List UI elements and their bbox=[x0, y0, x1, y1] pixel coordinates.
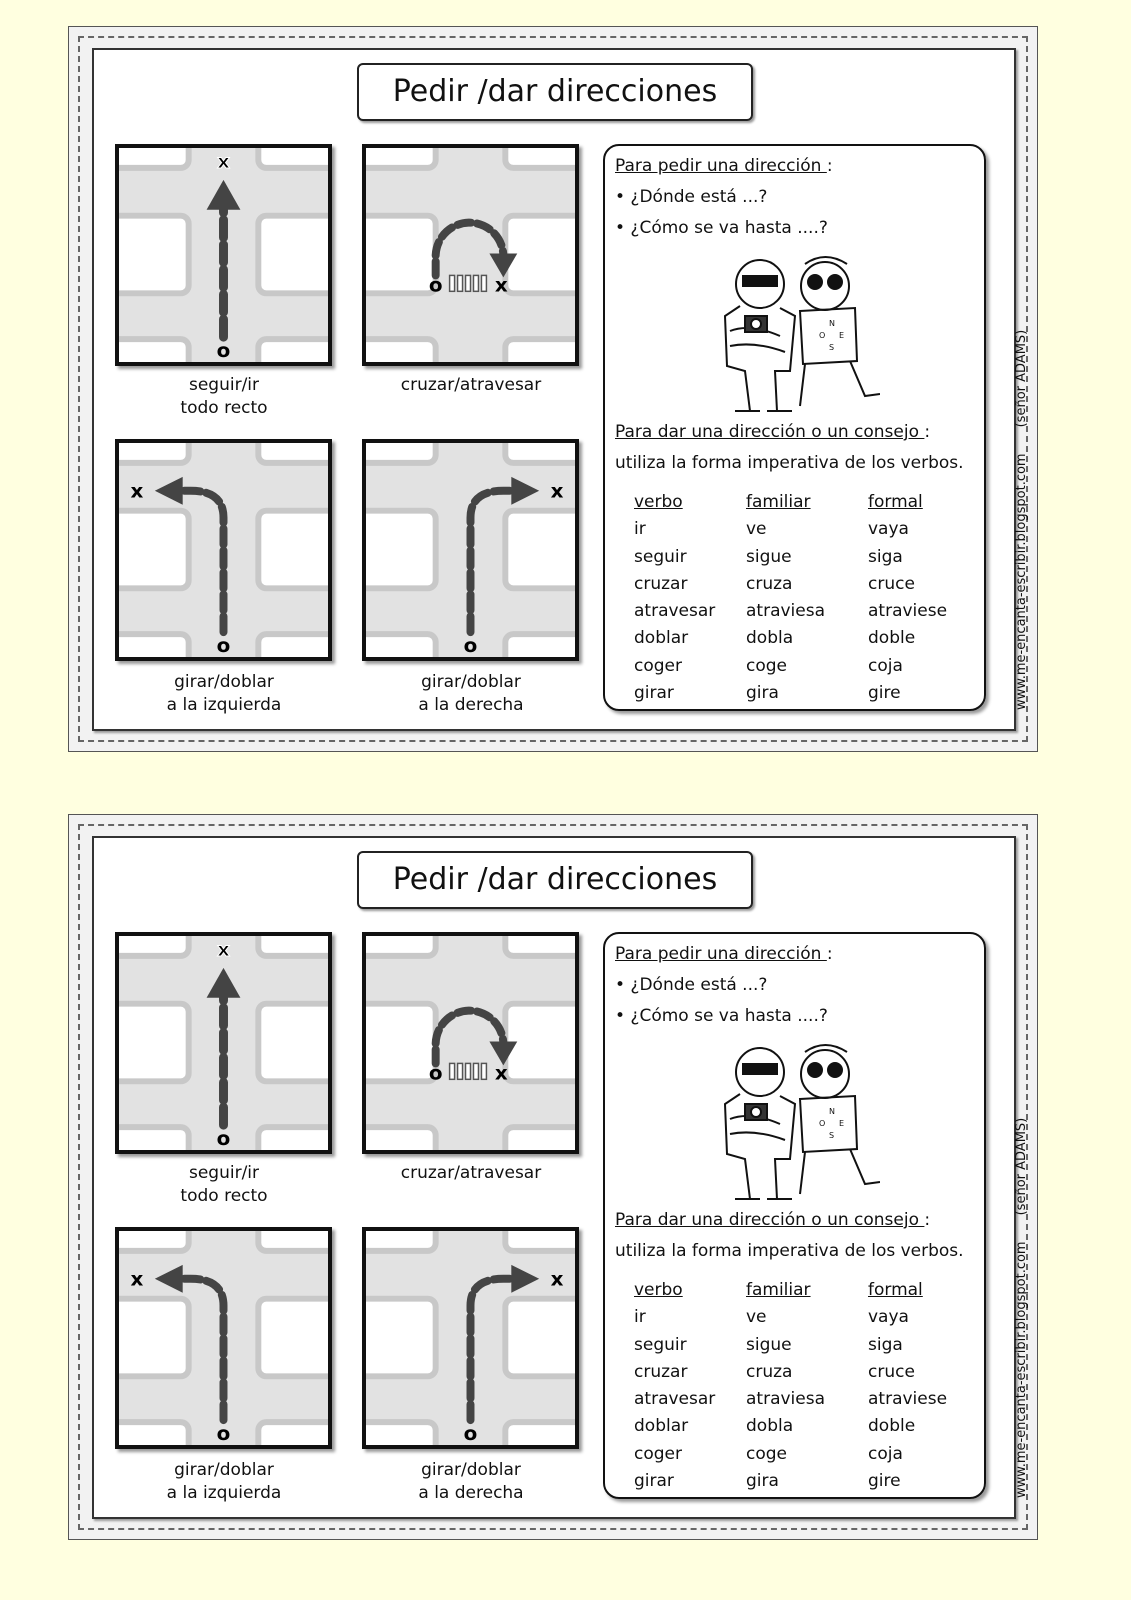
author: (señor ADAMS) bbox=[1014, 329, 1029, 428]
ask-heading-text: Para pedir una dirección bbox=[615, 944, 827, 964]
verb-cell: cruza bbox=[746, 573, 793, 594]
verb-cell: seguir bbox=[634, 1334, 687, 1355]
caption-line: a la izquierda bbox=[166, 1483, 282, 1503]
caption-line: a la derecha bbox=[418, 1483, 524, 1503]
verb-cell: coja bbox=[868, 655, 903, 676]
map-left bbox=[115, 1227, 332, 1449]
end-mark: x bbox=[550, 1267, 564, 1291]
verb-cell: doble bbox=[868, 628, 916, 649]
verb-cell: girar bbox=[634, 683, 674, 704]
caption-line: girar/doblar bbox=[174, 1460, 274, 1480]
end-mark: x bbox=[130, 1267, 144, 1291]
start-mark: o bbox=[216, 339, 231, 362]
verb-cell: dobla bbox=[746, 628, 794, 649]
ask-phrase: • ¿Dónde está ...? bbox=[615, 975, 768, 995]
start-mark: o bbox=[216, 1422, 231, 1445]
ask-phrase: • ¿Cómo se va hasta ....? bbox=[615, 218, 828, 238]
caption-left bbox=[104, 671, 344, 717]
caption-line: cruzar/atravesar bbox=[400, 1163, 542, 1183]
formal-column bbox=[868, 1277, 988, 1495]
map-straight bbox=[115, 144, 332, 366]
start-mark: o bbox=[216, 634, 231, 657]
verb-cell: vaya bbox=[868, 1307, 909, 1328]
verb-cell: cruzar bbox=[634, 1361, 688, 1382]
start-mark: o bbox=[428, 1061, 443, 1085]
caption-right bbox=[351, 671, 591, 717]
map-cross bbox=[362, 144, 579, 366]
map-left bbox=[115, 439, 332, 661]
start-mark: o bbox=[463, 1422, 478, 1445]
caption-line: girar/doblar bbox=[421, 672, 521, 692]
colon: : bbox=[924, 1210, 931, 1230]
ask-phrase: • ¿Dónde está ...? bbox=[615, 187, 768, 207]
verb-cell: ir bbox=[634, 519, 646, 540]
end-mark: x bbox=[550, 479, 564, 503]
column-header: verbo bbox=[634, 1280, 683, 1300]
verb-cell: gire bbox=[868, 1471, 901, 1492]
verb-cell: seguir bbox=[634, 546, 687, 567]
compass-o: O bbox=[819, 331, 826, 340]
verb-cell: atraviesa bbox=[746, 1389, 826, 1410]
blog-url: www.me-encanta-escribir.blogspot.com bbox=[1014, 1241, 1029, 1498]
column-header: formal bbox=[868, 1280, 923, 1300]
column-header: familiar bbox=[746, 492, 811, 512]
side-credit bbox=[1014, 304, 1029, 710]
verb-cell: sigue bbox=[746, 546, 792, 567]
compass-s: S bbox=[829, 1131, 835, 1140]
end-mark: x bbox=[494, 273, 508, 297]
caption-cross bbox=[351, 1162, 591, 1185]
verb-cell: coger bbox=[634, 1443, 682, 1464]
caption-left bbox=[104, 1459, 344, 1505]
tourists-illustration bbox=[705, 1034, 880, 1209]
end-mark: x bbox=[217, 937, 230, 961]
compass-o: O bbox=[819, 1119, 826, 1128]
verb-cell: atravesar bbox=[634, 1389, 716, 1410]
verb-cell: atravesar bbox=[634, 601, 716, 622]
card-inner bbox=[92, 48, 1029, 731]
end-mark: x bbox=[217, 149, 230, 173]
column-header: verbo bbox=[634, 492, 683, 512]
verb-cell: dobla bbox=[746, 1416, 794, 1437]
caption-line: seguir/ir bbox=[188, 1163, 260, 1183]
compass-e: E bbox=[839, 331, 845, 340]
verb-cell: coge bbox=[746, 655, 787, 676]
colon: : bbox=[826, 944, 833, 964]
end-mark: x bbox=[130, 479, 144, 503]
tourists-illustration bbox=[705, 246, 880, 421]
verb-cell: atraviese bbox=[868, 601, 948, 622]
familiar-column bbox=[746, 1277, 866, 1495]
start-mark: o bbox=[216, 1127, 231, 1150]
verb-cell: cruzar bbox=[634, 573, 688, 594]
verb-cell: doblar bbox=[634, 1416, 689, 1437]
caption-line: a la izquierda bbox=[166, 695, 282, 715]
compass-n: N bbox=[829, 319, 835, 328]
give-text: utiliza la forma imperativa de los verbos. bbox=[615, 453, 964, 473]
ask-phrase: • ¿Cómo se va hasta ....? bbox=[615, 1006, 828, 1026]
caption-right bbox=[351, 1459, 591, 1505]
ask-heading bbox=[615, 944, 833, 964]
verb-cell: ve bbox=[746, 519, 767, 540]
compass-s: S bbox=[829, 343, 835, 352]
caption-line: a la derecha bbox=[418, 695, 524, 715]
verb-cell: siga bbox=[868, 546, 903, 567]
author: (señor ADAMS) bbox=[1014, 1117, 1029, 1216]
verb-cell: doble bbox=[868, 1416, 916, 1437]
verb-cell: atraviesa bbox=[746, 601, 826, 622]
familiar-column bbox=[746, 489, 866, 707]
caption-line: girar/doblar bbox=[174, 672, 274, 692]
give-heading bbox=[615, 1210, 930, 1230]
start-mark: o bbox=[428, 273, 443, 297]
verb-cell: gira bbox=[746, 683, 779, 704]
caption-straight bbox=[104, 374, 344, 420]
give-heading-text: Para dar una dirección o un consejo bbox=[615, 1210, 925, 1230]
verb-cell: doblar bbox=[634, 628, 689, 649]
end-mark: x bbox=[494, 1061, 508, 1085]
column-header: familiar bbox=[746, 1280, 811, 1300]
ask-heading bbox=[615, 156, 833, 176]
ask-heading-text: Para pedir una dirección bbox=[615, 156, 827, 176]
card-inner bbox=[92, 836, 1029, 1519]
caption-line: seguir/ir bbox=[188, 375, 260, 395]
verb-cell: cruce bbox=[868, 573, 915, 594]
verb-cell: ve bbox=[746, 1307, 767, 1328]
colon: : bbox=[826, 156, 833, 176]
page-title: Pedir /dar direcciones bbox=[357, 63, 753, 121]
formal-column bbox=[868, 489, 988, 707]
verb-cell: cruce bbox=[868, 1361, 915, 1382]
verb-cell: coge bbox=[746, 1443, 787, 1464]
verb-column bbox=[634, 489, 754, 707]
verb-column bbox=[634, 1277, 754, 1495]
worksheet-card bbox=[68, 26, 1038, 752]
verb-cell: vaya bbox=[868, 519, 909, 540]
give-heading bbox=[615, 422, 930, 442]
caption-line: girar/doblar bbox=[421, 1460, 521, 1480]
caption-cross bbox=[351, 374, 591, 397]
verb-cell: gire bbox=[868, 683, 901, 704]
info-panel bbox=[603, 932, 986, 1499]
give-heading-text: Para dar una dirección o un consejo bbox=[615, 422, 925, 442]
colon: : bbox=[924, 422, 931, 442]
verb-cell: sigue bbox=[746, 1334, 792, 1355]
compass-e: E bbox=[839, 1119, 845, 1128]
compass-n: N bbox=[829, 1107, 835, 1116]
column-header: formal bbox=[868, 492, 923, 512]
verb-cell: girar bbox=[634, 1471, 674, 1492]
map-straight bbox=[115, 932, 332, 1154]
verb-cell: gira bbox=[746, 1471, 779, 1492]
verb-cell: ir bbox=[634, 1307, 646, 1328]
verb-cell: coger bbox=[634, 655, 682, 676]
page-title: Pedir /dar direcciones bbox=[357, 851, 753, 909]
caption-line: todo recto bbox=[180, 1186, 268, 1206]
start-mark: o bbox=[463, 634, 478, 657]
caption-line: cruzar/atravesar bbox=[400, 375, 542, 395]
side-credit bbox=[1014, 1092, 1029, 1498]
blog-url: www.me-encanta-escribir.blogspot.com bbox=[1014, 453, 1029, 710]
map-right bbox=[362, 1227, 579, 1449]
verb-cell: atraviese bbox=[868, 1389, 948, 1410]
map-right bbox=[362, 439, 579, 661]
map-cross bbox=[362, 932, 579, 1154]
info-panel bbox=[603, 144, 986, 711]
caption-line: todo recto bbox=[180, 398, 268, 418]
verb-cell: cruza bbox=[746, 1361, 793, 1382]
caption-straight bbox=[104, 1162, 344, 1208]
give-text: utiliza la forma imperativa de los verbos. bbox=[615, 1241, 964, 1261]
worksheet-card bbox=[68, 814, 1038, 1540]
verb-cell: siga bbox=[868, 1334, 903, 1355]
verb-cell: coja bbox=[868, 1443, 903, 1464]
